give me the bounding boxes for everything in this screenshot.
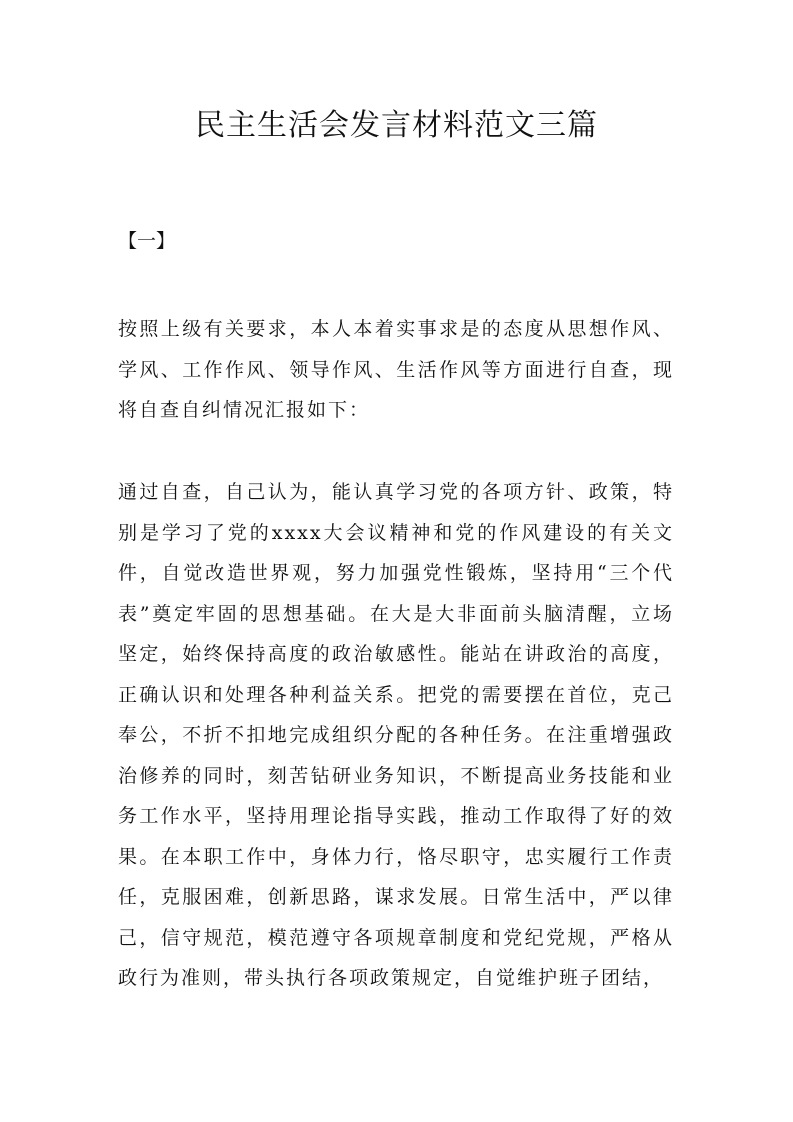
document-title: 民主生活会发言材料范文三篇: [195, 108, 598, 143]
paragraph-1: 按照上级有关要求，本人本着实事求是的态度从思想作风、学风、工作作风、领导作风、生活作风等方面进行自查，现将自查自纠情况汇报如下：: [118, 318, 674, 421]
section-heading: 【一】: [118, 230, 176, 252]
paragraph-2: 通过自查，自己认为，能认真学习党的各项方针、政策，特别是学习了党的xxxx大会议精神和党的作风建设的有关文件，自觉改造世界观，努力加强党性锻炼，坚持用“三个代表”奠定牢固的思想基础。在大是大非面前头脑清醒，立场坚定，始终保持高度的政治敏感性。能站在讲政治的高度，正确认识和处理各种利益关系。把党的需要摆在首位，克己奉公，不折不扣地完成组织分配的各种任务。在注重增强政治修养的同时，刻苦钻研业务知识，不断提高业务技能和业务工作水平，坚持用理论指导实践，推动工作取得了好的效果。在本职工作中，身体力行，恪尽职守，忠实履行工作责任，克服困难，创新思路，谋求发展。日常生活中，严以律己，信守规范，模范遵守各项规章制度和党纪党规，严格从政行为准则，带头执行各项政策规定，自觉维护班子团结，: [118, 481, 674, 989]
